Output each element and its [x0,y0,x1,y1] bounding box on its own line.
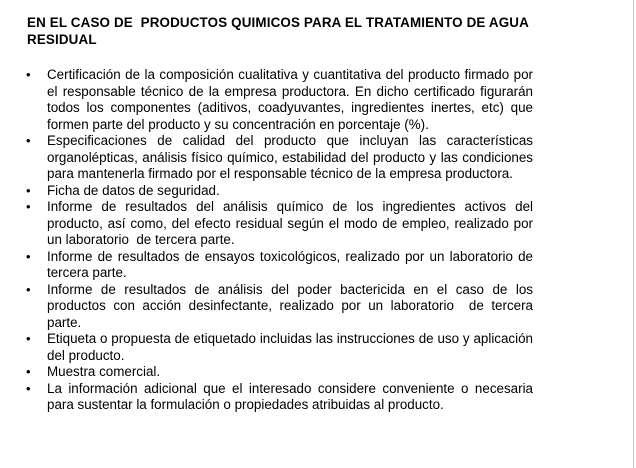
list-item-text: Especificaciones de calidad del producto que incluyan las características organolépticas, análisis físico químico, estabilidad del producto y las condiciones para mantenerla firmado por el responsable técnico de la empresa productora. [47,133,537,181]
bullet-icon: • [26,67,31,82]
list-item [0,133,560,183]
list-item [0,331,560,364]
list-item-text: Certificación de la composición cualitativa y cuantitativa del producto firmado por el responsable técnico de la empresa productora. En dicho certificado figurarán todos los componentes (aditivos, coadyuvantes, ingredientes inertes, etc) que formen parte del producto y su concentración en porcentaje (%). [47,67,537,132]
list-item [0,249,560,282]
bullet-icon: • [26,281,31,297]
list-item-text: Informe de resultados del análisis químico de los ingredientes activos del producto, así como, del efecto residual según el modo de empleo, realizado por un laboratorio de tercera parte. [47,199,537,247]
list-item-text: Etiqueta o propuesta de etiquetado incluidas las instrucciones de uso y aplicación del producto. [47,331,537,363]
page-edge-divider [633,0,634,468]
list-item [0,199,560,249]
bullet-icon: • [26,199,31,214]
list-item-text: Muestra comercial. [47,364,161,379]
requirements-list [0,67,560,414]
list-item-text: Informe de resultados de ensayos toxicológicos, realizado por un laboratorio de tercera parte. [47,248,537,280]
bullet-icon: • [26,380,31,396]
section-heading: EN EL CASO DE PRODUCTOS QUIMICOS PARA EL TRATAMIENTO DE AGUA RESIDUAL [27,15,533,47]
bullet-icon: • [26,364,31,379]
bullet-icon: • [26,248,31,264]
bullet-icon: • [26,182,31,198]
list-item-text: Informe de resultados de análisis del poder bactericida en el caso de los productos con acción desinfectante, realizado por un laboratorio de tercera parte. [47,281,537,330]
list-item-text: La información adicional que el interesado considere conveniente o necesaria para sustentar la formulación o propiedades atribuidas al producto. [47,380,537,412]
list-item-text: Ficha de datos de seguridad. [47,182,220,198]
bullet-icon: • [26,133,31,148]
bullet-icon: • [26,331,31,346]
list-item [0,282,560,332]
list-item [0,381,560,414]
list-item [0,364,560,381]
list-item [0,183,560,200]
list-item [0,67,560,133]
